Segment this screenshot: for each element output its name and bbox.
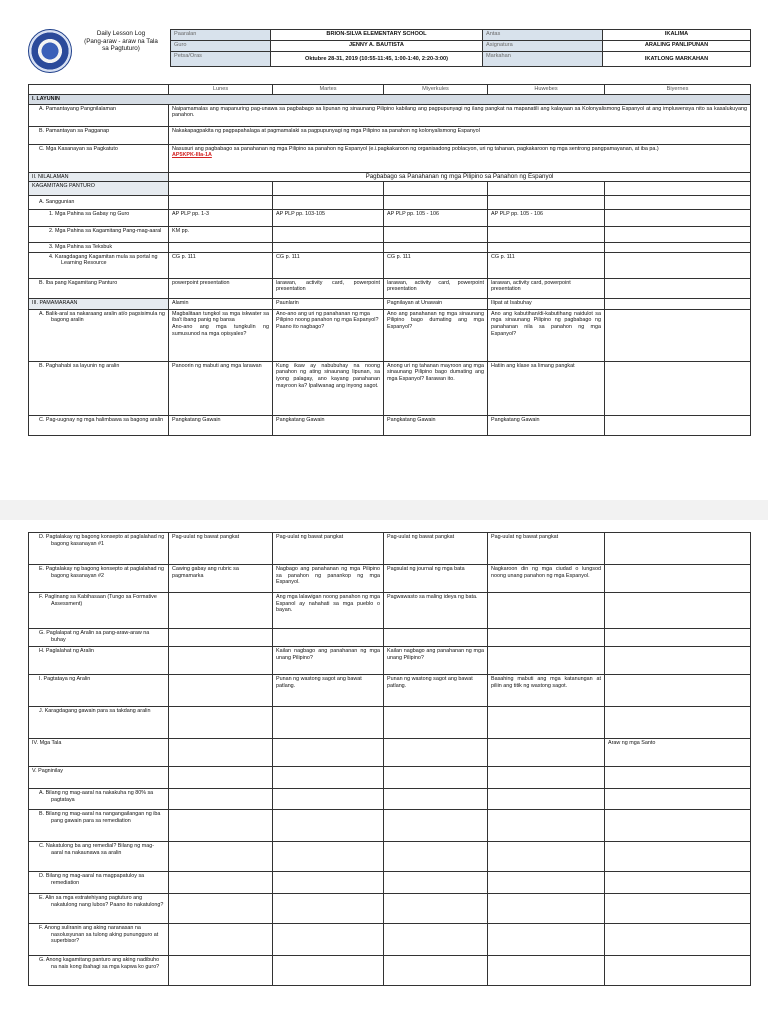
pagtalakay1-thursday: Pag-uulat ng bawat pangkat	[488, 533, 605, 565]
row-label-pagtalakay-2: E. Pagtalakay ng bagong konsepto at paglalahad ng bagong kasanayan #2	[29, 565, 169, 593]
kasanayan-cell	[169, 144, 751, 172]
pag-uugnay-thursday: Pangkatang Gawain	[488, 415, 605, 435]
gabay-monday: AP PLP pp. 1-3	[169, 210, 273, 227]
grade-value: IKALIMA	[603, 30, 751, 41]
balik-aral-friday	[605, 309, 751, 361]
karagdagan-monday: CG p. 111	[169, 252, 273, 278]
day-monday: Lunes	[169, 85, 273, 95]
day-tuesday: Martes	[273, 85, 384, 95]
subject-value: ARALING PANLIPUNAN	[603, 41, 751, 52]
phase-monday: Alamin	[169, 298, 273, 309]
tala-friday: Araw ng mga Santo	[605, 739, 751, 767]
lesson-log-page-1	[0, 0, 768, 500]
paglinang-wednesday: Pagwawasto sa maling ideya ng bata.	[384, 593, 488, 629]
day-thursday: Huwebes	[488, 85, 605, 95]
pang-mag-aaral-monday: KM pp.	[169, 227, 273, 243]
karagdagan-thursday: CG p. 111	[488, 252, 605, 278]
row-label-iba-pang-kagamitan: B. Iba pang Kagamitang Panturo	[29, 278, 169, 298]
row-label-paghahabi: B. Paghahabi sa layunin ng aralin	[29, 361, 169, 415]
row-label-pag-uugnay: C. Pag-uugnay ng mga halimbawa sa bagong aralin	[29, 415, 169, 435]
lesson-plan-table-2	[28, 532, 751, 986]
lesson-plan-table-1	[28, 84, 751, 436]
date-label: Petsa/Oras	[171, 52, 271, 67]
paglalahat-tuesday: Kailan nagbago ang panahanan ng mga unang Pilipino?	[273, 647, 384, 675]
phase-thursday: Ilipat at Isabuhay	[488, 298, 605, 309]
paglalahat-wednesday: Kailan nagbago ang panahanan ng mga unang Pilipino?	[384, 647, 488, 675]
row-label-paglalahat: H. Paglalahat ng Aralin	[29, 647, 169, 675]
weekday-header-row	[29, 85, 751, 95]
balik-aral-tuesday: Ano-ano ang uri ng panahanan ng mga Pilipino noong panahon ng mga Espanyol? Paano ito nagbago?	[273, 309, 384, 361]
pagtalakay2-monday: Cawing gabay ang rubric sa pagmamarka	[169, 565, 273, 593]
row-label-balik-aral: A. Balik-aral sa nakaraang aralin at/o pagsisimula ng bagong aralin	[29, 309, 169, 361]
pag-uugnay-monday: Pangkatang Gawain	[169, 415, 273, 435]
pagtataya-wednesday: Punan ng wastong sagot ang bawat patlang.	[384, 675, 488, 707]
row-label-gabay-ng-guro: 1. Mga Pahina sa Gabay ng Guro	[29, 210, 169, 227]
phase-friday	[605, 298, 751, 309]
pagtalakay2-friday	[605, 565, 751, 593]
title-line-3: sa Pagtuturo)	[102, 45, 140, 53]
row-label-kagamitang-pang-mag-aaral: 2. Mga Pahina sa Kagamitang Pang-mag-aaral	[29, 227, 169, 243]
pamantayang-pangnilalaman-text: Naipamamalas ang mapanuring pag-unawa sa pagbabago sa lipunan ng sinaunang Pilipino kabilang ang pagpupunyagi ng ilang pangkat na mapanatili ang kalayaan sa Kolonyalismong Espanyol at ang impluwensya nito sa kasalukuyang panahon.	[169, 104, 751, 126]
karagdagan-wednesday: CG p. 111	[384, 252, 488, 278]
row-label-karagdagang-kagamitan: 4. Karagdagang Kagamitan mula sa portal ng Learning Resource	[29, 252, 169, 278]
paghahabi-wednesday: Anong uri ng tahanan mayroon ang mga sinaunang Pilipino bago dumating ang mga Espanyol? Ilarawan ito.	[384, 361, 488, 415]
pagninilay-item-b: B. Bilang ng mag-aaral na nangangailangan ng iba pang gawain para sa remediation	[29, 810, 169, 842]
phase-tuesday: Paunlarin	[273, 298, 384, 309]
title-line-1: Daily Lesson Log	[96, 30, 146, 37]
competency-code: AP5KPK-IIIa-1A	[172, 152, 212, 159]
nilalaman-text: Pagbabago sa Panahanan ng mga Pilipino sa Panahon ng Espanyol	[169, 172, 751, 182]
pagtalakay2-wednesday: Pagsulat ng journal ng mga bata	[384, 565, 488, 593]
header-info-table	[170, 29, 751, 67]
karagdagan-tuesday: CG p. 111	[273, 252, 384, 278]
row-label-sanggunian: A. Sanggunian	[29, 196, 169, 210]
paghahabi-monday: Panoorin ng mabuti ang mga larawan	[169, 361, 273, 415]
kagamitan-monday: powerpoint presentation	[169, 278, 273, 298]
gabay-thursday: AP PLP pp. 105 - 106	[488, 210, 605, 227]
pag-uugnay-friday	[605, 415, 751, 435]
row-label-teksbuk: 3. Mga Pahina sa Teksbuk	[29, 243, 169, 253]
pagtataya-tuesday: Punan ng wastong sagot ang bawat patlang.	[273, 675, 384, 707]
row-label-takdang-aralin: J. Karagdagang gawain para sa takdang aralin	[29, 707, 169, 739]
pagninilay-item-g: G. Anong kagamitang panturo ang aking nadibuho na nais kong ibahagi sa mga kapwa ko guro?	[29, 956, 169, 986]
title-line-2: (Pang-araw - araw na Tala	[84, 37, 158, 45]
section-mga-tala: IV. Mga Tala	[29, 739, 169, 767]
pagninilay-item-a: A. Bilang ng mag-aaral na nakakuha ng 80% sa pagtataya	[29, 789, 169, 810]
page-gap	[0, 500, 768, 520]
row-label-pagtataya: I. Pagtataya ng Aralin	[29, 675, 169, 707]
balik-aral-monday: Magbalitaan tungkol sa mga iskwater sa iba't ibang panig ng bansa Ano-ano ang mga tungkulin ng sumusunod na mga opisyales?	[169, 309, 273, 361]
school-label: Paaralan	[171, 30, 271, 41]
pagninilay-item-e: E. Alin sa mga estratehiyang pagtuturo ang nakatulong nang lubos? Paano ito nakatulong?	[29, 894, 169, 924]
document-title	[76, 30, 166, 53]
phase-wednesday: Pagnilayan at Unawain	[384, 298, 488, 309]
pagtalakay1-friday	[605, 533, 751, 565]
gabay-wednesday: AP PLP pp. 105 - 106	[384, 210, 488, 227]
pamantayan-sa-pagganap-text: Nakakapagpakita ng pagpapahalaga at pagmamalaki sa pagpupunyagi ng mga Pilipino sa panahon ng kolonyalismong Espanyol	[169, 126, 751, 144]
kagamitan-wednesday: larawan, activity card, powerpoint presentation	[384, 278, 488, 298]
pagtalakay1-monday: Pag-uulat ng bawat pangkat	[169, 533, 273, 565]
pagtataya-thursday: Basahing mabuti ang mga katanungan at piliin ang titik ng wastong sagot.	[488, 675, 605, 707]
pagninilay-item-c: C. Nakatulong ba ang remedial? Bilang ng mag-aaral na nakaunawa sa aralin	[29, 842, 169, 872]
kasanayan-text: Nasusuri ang pagbabago sa panahanan ng mga Pilipino sa panahon ng Espanyol (e.i.pagkakaroon ng organisadong poblacyon, uri ng tahanan, pagkakaroon ng mga sentrong pangpamayanan, at iba pa.)	[172, 145, 659, 152]
lesson-log-page-2	[0, 520, 768, 1024]
section-pamamaraan: III. PAMAMARAAN	[29, 298, 169, 309]
pagtalakay2-thursday: Nagkaroon din ng mga ciudad o lungsod noong unang panahon ng mga Espanyol.	[488, 565, 605, 593]
section-nilalaman: II. NILALAMAN	[29, 172, 169, 182]
row-label-paglinang: F. Paglinang sa Kabihasaan (Tungo sa Formative Assessment)	[29, 593, 169, 629]
teacher-value: JENNY A. BAUTISTA	[271, 41, 483, 52]
karagdagan-friday	[605, 252, 751, 278]
pagtalakay1-wednesday: Pag-uulat ng bawat pangkat	[384, 533, 488, 565]
paghahabi-thursday: Hatiin ang klase sa limang pangkat	[488, 361, 605, 415]
kagamitan-thursday: larawan, activity card, powerpoint presentation	[488, 278, 605, 298]
quarter-value: IKATLONG MARKAHAN	[603, 52, 751, 67]
row-label-kasanayan: C. Mga Kasanayan sa Pagkatuto	[29, 144, 169, 172]
pagninilay-item-d: D. Bilang ng mag-aaral na magpapatuloy sa remediation	[29, 872, 169, 894]
paghahabi-friday	[605, 361, 751, 415]
balik-aral-wednesday: Ano ang panahanan ng mga sinaunang Pilipino bago dumating ang mga Espanyol?	[384, 309, 488, 361]
section-layunin: I. LAYUNIN	[29, 95, 751, 105]
row-label-pamantayan-sa-pagganap: B. Pamantayan sa Pagganap	[29, 126, 169, 144]
grade-label: Antas	[483, 30, 603, 41]
section-pagninilay: V. Pagninilay	[29, 767, 169, 789]
row-label-pagtalakay-1: D. Pagtalakay ng bagong konsepto at paglalahad ng bagong kasanayan #1	[29, 533, 169, 565]
pagtalakay1-tuesday: Pag-uulat ng bawat pangkat	[273, 533, 384, 565]
subject-label: Asignatura	[483, 41, 603, 52]
gabay-friday	[605, 210, 751, 227]
pag-uugnay-wednesday: Pangkatang Gawain	[384, 415, 488, 435]
teacher-label: Guro	[171, 41, 271, 52]
kagamitan-tuesday: larawan, activity card, powerpoint presentation	[273, 278, 384, 298]
quarter-label: Markahan	[483, 52, 603, 67]
date-value: Oktubre 28-31, 2019 (10:55-11:45, 1:00-1:40, 2:20-3:00)	[271, 52, 483, 67]
day-friday: Biyernes	[605, 85, 751, 95]
paghahabi-tuesday: Kung ikaw ay nabubuhay na noong panahon ng ating sinaunang lipunan, sa iyong palagay, ano kayang panahanan mayroon ka? Ipaliwanag ang inyong sagot.	[273, 361, 384, 415]
row-label-paglalapat: G. Paglalapat ng Aralin sa pang-araw-araw na buhay	[29, 629, 169, 647]
pagninilay-item-f: F. Anong suliranin ang aking naranasan na nasolusyunan sa tulong aking punungguro at superbisor?	[29, 924, 169, 956]
deped-seal-logo	[28, 29, 72, 73]
kagamitan-friday	[605, 278, 751, 298]
paglinang-tuesday: Ang mga lalawigan noong panahon ng mga Espanol ay nahahati sa mga pueblo o bayan.	[273, 593, 384, 629]
blank-corner	[29, 85, 169, 95]
balik-aral-thursday: Ano ang kabutihan/di-kabutihang naidulot sa mga sinaunang Pilipino ng pagbabago ng panahanan nila sa panahon ng mga Espanyol?	[488, 309, 605, 361]
gabay-tuesday: AP PLP pp. 103-105	[273, 210, 384, 227]
pag-uugnay-tuesday: Pangkatang Gawain	[273, 415, 384, 435]
school-value: BRION-SILVA ELEMENTARY SCHOOL	[271, 30, 483, 41]
section-kagamitang-panturo: KAGAMITANG PANTURO	[29, 182, 169, 196]
pagtalakay2-tuesday: Nagbago ang panahanan ng mga Pilipino sa panahon ng panankop ng mga Espanyol.	[273, 565, 384, 593]
row-label-pamantayang-pangnilalaman: A. Pamantayang Pangnilalaman	[29, 104, 169, 126]
day-wednesday: Miyerkules	[384, 85, 488, 95]
